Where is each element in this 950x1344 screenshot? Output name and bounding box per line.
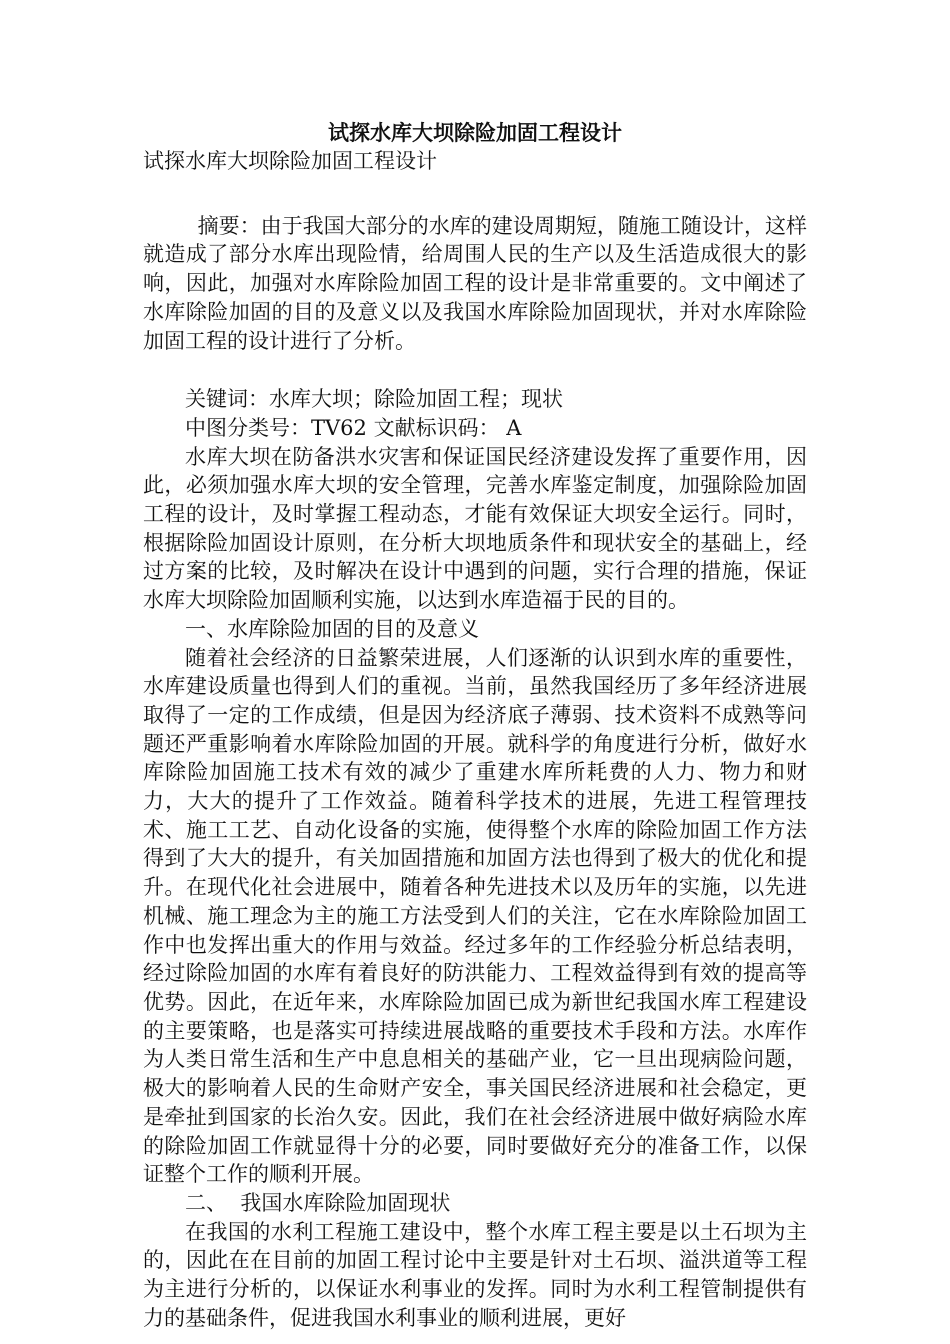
- document-subtitle: 试探水库大坝除险加固工程设计: [143, 149, 437, 173]
- section-2-heading: 二、 我国水库除险加固现状: [185, 1190, 451, 1215]
- intro-paragraph: 水库大坝在防备洪水灾害和保证国民经济建设发挥了重要作用，因此，必须加强水库大坝的安全管理，完善水库鉴定制度，加强除险加固工程的设计，及时掌握工程动态，才能有效保证大坝安全运行。同时，根据除险加固设计原则，在分析大坝地质条件和现状安全的基础上，经过方案的比较，及时解决在设计中遇到的问题，实行合理的措施，保证水库大坝除险加固顺利实施，以达到水库造福于民的目的。: [143, 444, 807, 613]
- section-1-paragraph: 随着社会经济的日益繁荣进展，人们逐渐的认识到水库的重要性，水库建设质量也得到人们的重视。当前，虽然我国经历了多年经济进展取得了一定的工作成绩，但是因为经济底子薄弱、技术资料不成熟等问题还严重影响着水库除险加固的开展。就科学的角度进行分析，做好水库除险加固施工技术有效的减少了重建水库所耗费的人力、物力和财力，大大的提升了工作效益。随着科学技术的进展，先进工程管理技术、施工工艺、自动化设备的实施，使得整个水库的除险加固工作方法得到了大大的提升，有关加固措施和加固方法也得到了极大的优化和提升。在现代化社会进展中，随着各种先进技术以及历年的实施，以先进机械、施工理念为主的施工方法受到人们的关注，它在水库除险加固工作中也发挥出重大的作用与效益。经过多年的工作经验分析总结表明，经过除险加固的水库有着良好的防洪能力、工程效益得到有效的提高等优势。因此，在近年来，水库除险加固已成为新世纪我国水库工程建设的主要策略，也是落实可持续进展战略的重要技术手段和方法。水库作为人类日常生活和生产中息息相关的基础产业，它一旦出现病险问题，极大的影响着人民的生命财产安全，事关国民经济进展和社会稳定，更是牵扯到国家的长治久安。因此，我们在社会经济进展中做好病险水库的除险加固工作就显得十分的必要，同时要做好充分的准备工作，以保证整个工作的顺利开展。: [143, 645, 807, 1187]
- classification-line: 中图分类号：TV62 文献标识码： A: [185, 415, 522, 440]
- document-body: [143, 119, 807, 1332]
- abstract-paragraph: 摘要：由于我国大部分的水库的建设周期短，随施工随设计，这样就造成了部分水库出现险情，给周围人民的生产以及生活造成很大的影响，因此，加强对水库除险加固工程的设计是非常重要的。文中阐述了水库除险加固的目的及意义以及我国水库除险加固现状，并对水库除险加固工程的设计进行了分析。: [143, 213, 807, 353]
- section-1-heading: 一、水库除险加固的目的及意义: [185, 616, 479, 641]
- keywords-line: 关键词：水库大坝；除险加固工程；现状: [185, 387, 563, 412]
- section-2-paragraph: 在我国的水利工程施工建设中，整个水库工程主要是以土石坝为主的，因此在在目前的加固工程讨论中主要是针对土石坝、溢洪道等工程为主进行分析的，以保证水利事业的发挥。同时为水利工程管制提供有力的基础条件，促进我国水利事业的顺利进展，更好: [143, 1219, 807, 1330]
- document-title: 试探水库大坝除险加固工程设计: [328, 120, 622, 145]
